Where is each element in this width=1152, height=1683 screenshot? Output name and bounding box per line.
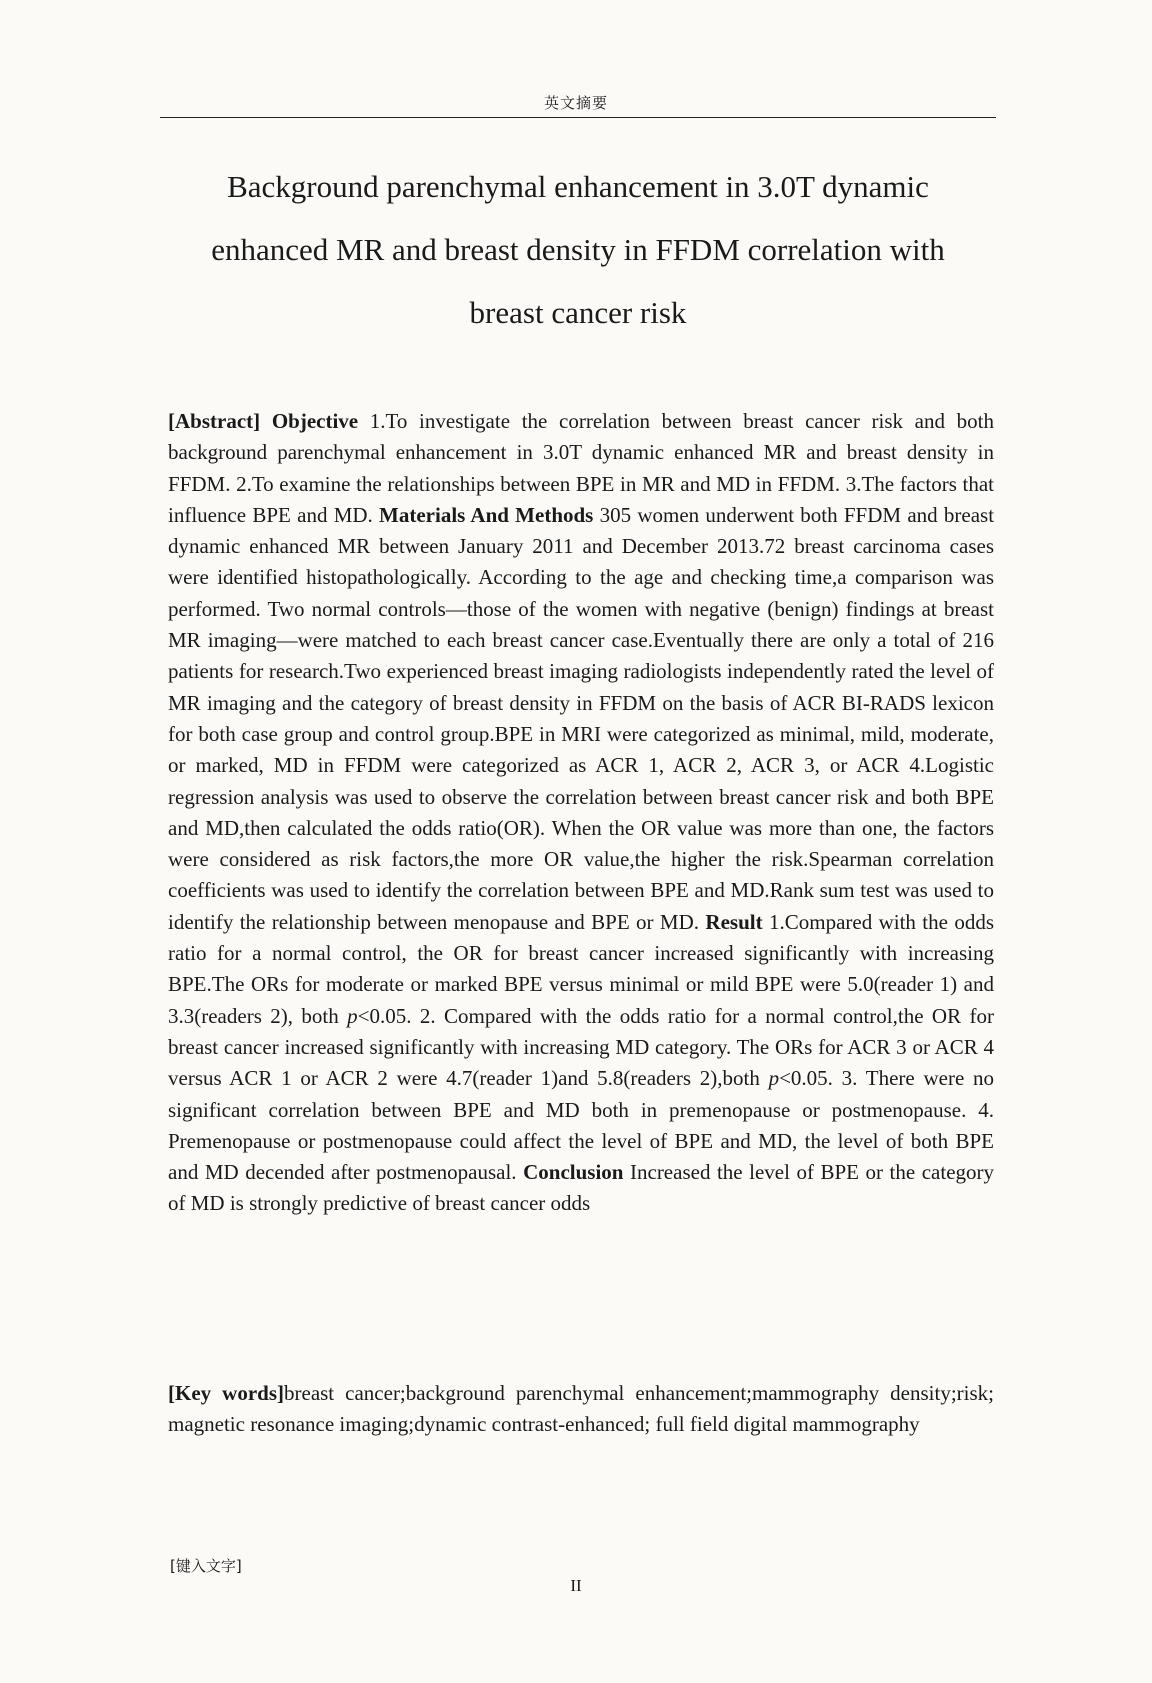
objective-label: Objective: [271, 409, 359, 433]
title-line-3: breast cancer risk: [469, 295, 687, 330]
result-text-3: <0.05. 3. There were no significant correlation between BPE and MD both in premenopause or postmenopause. 4. Premenopause or postmenopause could affect the level of BPE and MD, the level of both BPE and MD decended after postmenopausal.: [168, 1066, 995, 1185]
conclusion-label: Conclusion: [523, 1160, 624, 1185]
result-text-2: <0.05. 2. Compared with the odds ratio for a normal control,the OR for breast cancer increased significantly with increasing MD category. The ORs for ACR 3 or ACR 4 versus ACR 1 or ACR 2 were 4.7(reader 1)and 5.8(readers 2),both: [168, 1003, 994, 1091]
conclusion-text: Increased the level of BPE or the category of MD is strongly predictive of breast cancer odds: [168, 1160, 995, 1216]
abstract-label: [Abstract]: [168, 409, 261, 433]
objective-text: 1.To investigate the correlation between breast cancer risk and both background parenchymal enhancement in 3.0T dynamic enhanced MR and breast density in FFDM. 2.To examine the relationships between BPE in MR and MD in FFDM. 3.The factors that influence BPE and MD.: [168, 409, 995, 527]
keywords-label: [Key words]: [168, 1381, 284, 1405]
title-line-2: enhanced MR and breast density in FFDM correlation with: [211, 232, 945, 267]
keywords-text: breast cancer;background parenchymal enhancement;mammography density;risk; magnetic resonance imaging;dynamic contrast-enhanced; full field digital mammography: [168, 1381, 994, 1436]
title-line-1: Background parenchymal enhancement in 3.0T dynamic: [227, 169, 929, 204]
paper-title: [160, 155, 996, 344]
methods-label: Materials And Methods: [379, 502, 594, 527]
keywords-paragraph: [168, 1378, 994, 1440]
methods-text: 305 women underwent both FFDM and breast dynamic enhanced MR between January 2011 and December 2013.72 breast carcinoma cases were identified histopathologically. According to the age and checking time,a comparison was performed. Two normal controls—those of the women with negative (benign) findings at breast MR imaging—were matched to each breast cancer case.Eventually there are only a total of 216 patients for research.Two experienced breast imaging radiologists independently rated the level of MR imaging and the category of breast density in FFDM on the basis of ACR BI-RADS lexicon for both case group and control group.BPE in MRI were categorized as minimal, mild, moderate, or marked, MD in FFDM were categorized as ACR 1, ACR 2, ACR 3, or ACR 4.Logistic regression analysis was used to observe the correlation between breast cancer risk and both BPE and MD,then calculated the odds ratio(OR). When the OR value was more than one, the factors were considered as risk factors,the more OR value,the higher the risk.Spearman correlation coefficients was used to identify the correlation between BPE and MD.Rank sum test was used to identify the relationship between menopause and BPE or MD.: [168, 502, 995, 934]
p-value-symbol: p: [347, 1003, 358, 1028]
result-text-1: 1.Compared with the odds ratio for a normal control, the OR for breast cancer increased significantly with increasing BPE.The ORs for moderate or marked BPE versus minimal or mild BPE were 5.0(reader 1) and 3.3(readers 2), both: [168, 909, 995, 1028]
page-number: II: [570, 1576, 582, 1595]
footer-placeholder-text: [键入文字]: [170, 1557, 242, 1575]
result-label: Result: [705, 909, 763, 934]
header-rule: [160, 117, 996, 118]
abstract-paragraph: [168, 406, 994, 1220]
p-value-symbol: p: [768, 1066, 780, 1091]
running-header: 英文摘要: [543, 94, 608, 112]
